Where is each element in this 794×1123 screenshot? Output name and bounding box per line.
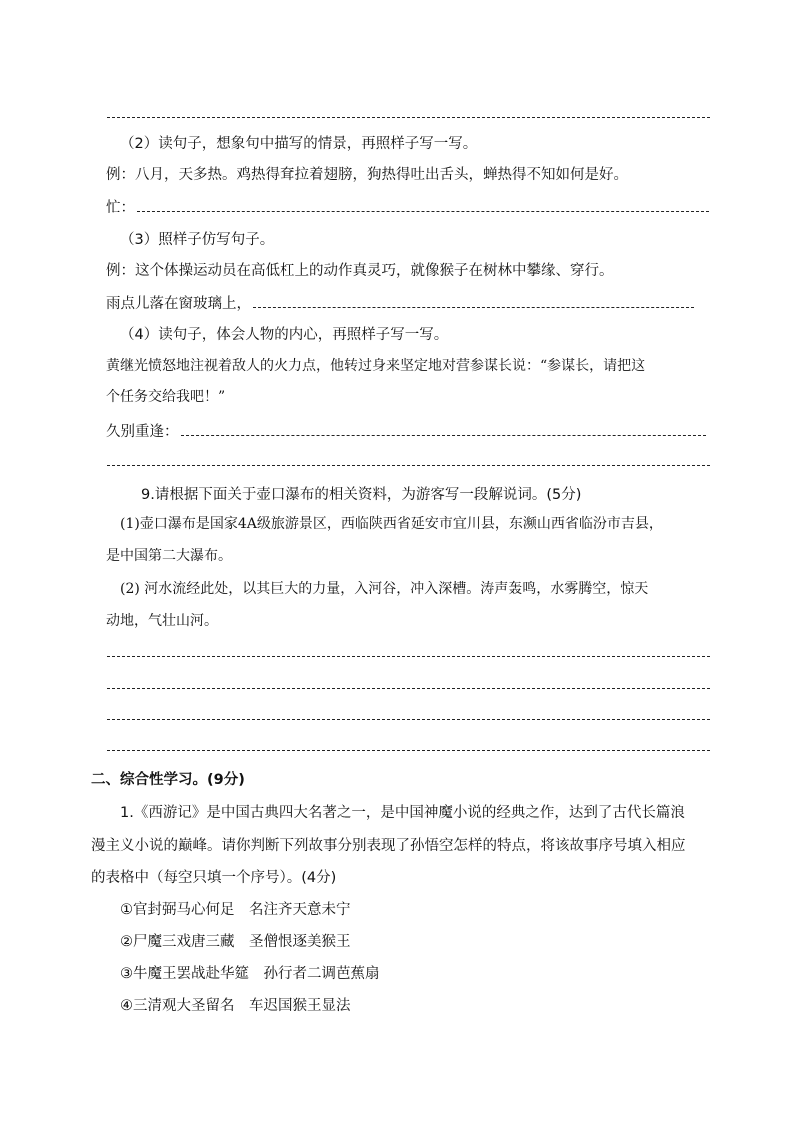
story-item: ①官封弼马心何足 名注齐天意未宁 (120, 902, 351, 918)
q8-part3-answer[interactable] (106, 292, 694, 313)
q9-material2-line2: 动地，气壮山河。 (106, 613, 218, 629)
section2-q1-line1: 1.《西游记》是中国古典四大名著之一，是中国神魔小说的经典之作，达到了古代长篇浪 (120, 805, 685, 821)
q8-part4-answer[interactable] (106, 420, 706, 441)
q9-answer-line-2[interactable] (107, 688, 710, 689)
q8-part4-prompt: 久别重逢： (106, 424, 179, 440)
story-item: ④三清观大圣留名 车迟国猴王显法 (120, 998, 351, 1014)
q9-answer-line-3[interactable] (107, 719, 710, 720)
story-item: ③牛魔王罢战赴华筵 孙行者二调芭蕉扇 (120, 966, 380, 982)
answer-line[interactable] (107, 465, 710, 466)
q8-part2-example: 例：八月，天多热。鸡热得耷拉着翅膀，狗热得吐出舌头，蝉热得不知如何是好。 (106, 167, 628, 183)
q8-part3-example: 例：这个体操运动员在高低杠上的动作真灵巧，就像猴子在树林中攀缘、穿行。 (106, 263, 614, 279)
q8-part2-title: （2）读句子，想象句中描写的情景，再照样子写一写。 (120, 136, 478, 152)
q9-material2-line1: (2) 河水流经此处，以其巨大的力量，入河谷，冲入深槽。涛声轰鸣，水雾腾空，惊天 (120, 581, 649, 597)
q9-title: 9.请根据下面关于壶口瀑布的相关资料，为游客写一段解说词。(5分) (141, 487, 582, 503)
q8-part2-answer[interactable] (106, 196, 709, 217)
q8-part4-example-line1: 黄继光愤怒地注视着敌人的火力点，他转过身来坚定地对营参谋长说：“参谋长，请把这 (106, 358, 646, 374)
q9-material1-line1: (1)壶口瀑布是国家4A级旅游景区，西临陕西省延安市宜川县，东濒山西省临汾市吉县， (120, 516, 663, 532)
q8-part4-example-line2: 个任务交给我吧！” (106, 389, 226, 405)
q9-material1-line2: 是中国第二大瀑布。 (106, 548, 232, 564)
answer-blank[interactable] (137, 210, 709, 212)
answer-blank[interactable] (181, 434, 706, 436)
q9-answer-line-4[interactable] (107, 750, 710, 751)
answer-blank[interactable] (253, 306, 694, 308)
answer-line-top[interactable] (107, 117, 710, 118)
q8-part3-prompt: 雨点儿落在窗玻璃上， (106, 296, 251, 312)
section2-q1-line3: 的表格中（每空只填一个序号）。(4分) (91, 870, 337, 886)
section2-heading: 二、综合性学习。(9分) (91, 772, 245, 788)
section2-q1-line2: 漫主义小说的巅峰。请你判断下列故事分别表现了孙悟空怎样的特点，将该故事序号填入相应 (91, 838, 686, 854)
q8-part3-title: （3）照样子仿写句子。 (120, 232, 275, 248)
q8-part2-prompt: 忙： (106, 200, 135, 216)
story-item: ②尸魔三戏唐三藏 圣僧恨逐美猴王 (120, 934, 351, 950)
q8-part4-title: （4）读句子，体会人物的内心，再照样子写一写。 (120, 327, 449, 343)
q9-answer-line-1[interactable] (107, 656, 710, 657)
